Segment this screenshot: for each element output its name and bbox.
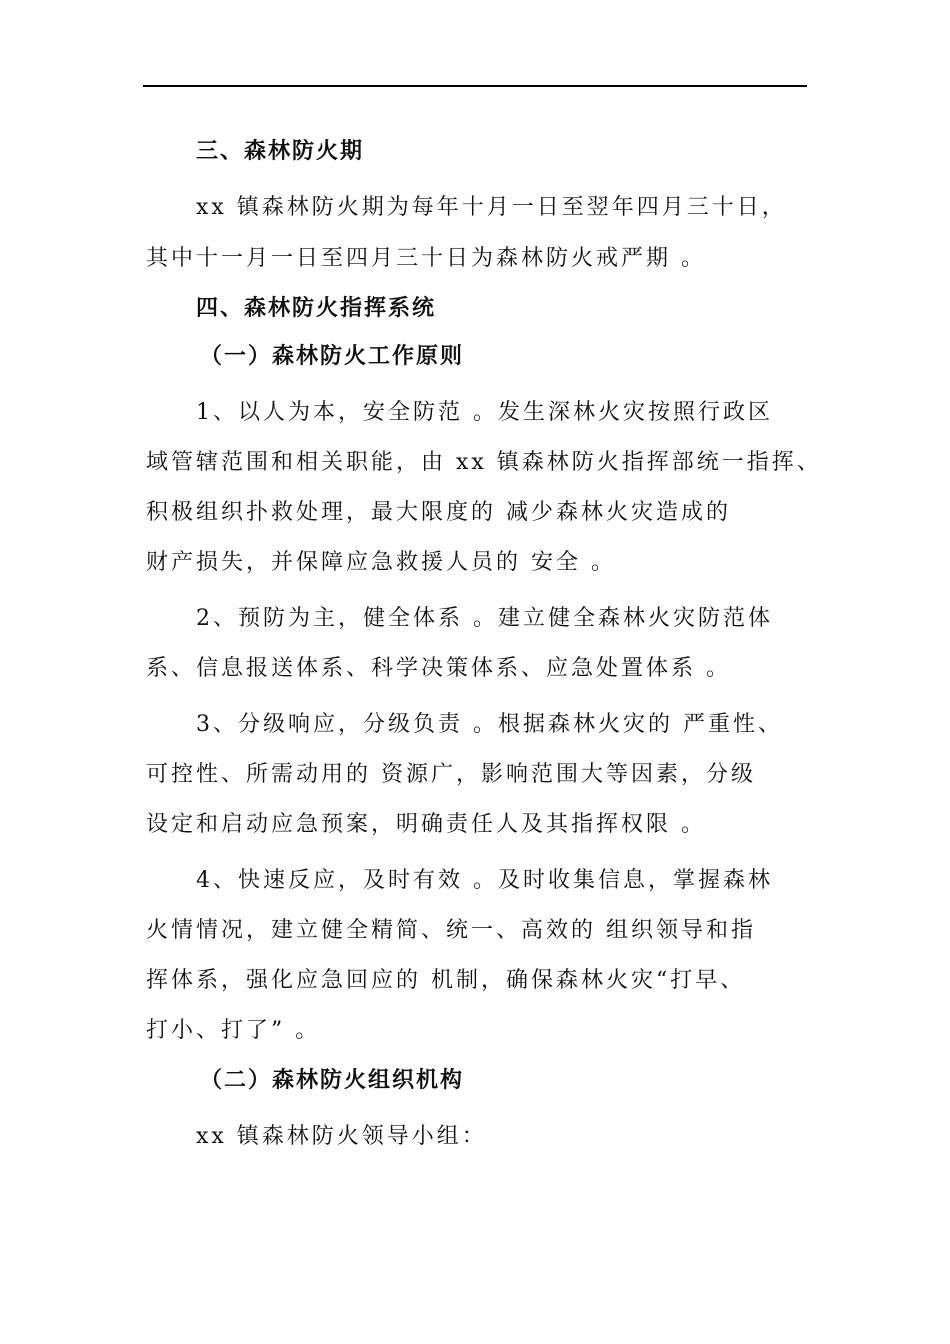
principle-2-line-1: 2、预防为主，健全体系 。建立健全森林火灾防范体: [196, 606, 773, 631]
subsection-heading-2: （二）森林防火组织机构: [200, 1068, 465, 1093]
principle-4-line-2: 火情情况，建立健全精简、统一、高效的 组织领导和指: [146, 918, 756, 943]
period-line-2: 其中十一月一日至四月三十日为森林防火戒严期 。: [146, 246, 706, 271]
leading-group-line: xx 镇森林防火领导小组：: [196, 1124, 487, 1149]
principle-3-line-2: 可控性、所需动用的 资源广，影响范围大等因素，分级: [146, 762, 756, 787]
principle-4-line-3: 挥体系，强化应急回应的 机制，确保森林火灾“打早、: [146, 968, 746, 993]
principle-1-line-2: 域管辖范围和相关职能，由 xx 镇森林防火指挥部统一指挥、: [146, 450, 822, 475]
principle-3-line-3: 设定和启动应急预案，明确责任人及其指挥权限 。: [146, 812, 706, 837]
principle-3-line-1: 3、分级响应，分级负责 。根据森林火灾的 严重性、: [196, 712, 783, 737]
principle-1-line-1: 1、以人为本，安全防范 。发生深林火灾按照行政区: [196, 400, 773, 425]
principle-1-line-4: 财产损失，并保障应急救援人员的 安全 。: [146, 550, 616, 575]
section-heading-3: 三、森林防火期: [196, 139, 365, 164]
header-rule: [143, 85, 807, 87]
section-heading-4: 四、森林防火指挥系统: [196, 296, 437, 321]
principle-4-line-4: 打小、打了” 。: [146, 1018, 321, 1043]
subsection-heading-1: （一）森林防火工作原则: [200, 344, 465, 369]
principle-1-line-3: 积极组织扑救处理，最大限度的 减少森林火灾造成的: [146, 500, 731, 525]
principle-4-line-1: 4、快速反应，及时有效 。及时收集信息，掌握森林: [196, 868, 773, 893]
principle-2-line-2: 系、信息报送体系、科学决策体系、应急处置体系 。: [146, 656, 731, 681]
period-line-1: xx 镇森林防火期为每年十月一日至翌年四月三十日，: [196, 195, 787, 220]
